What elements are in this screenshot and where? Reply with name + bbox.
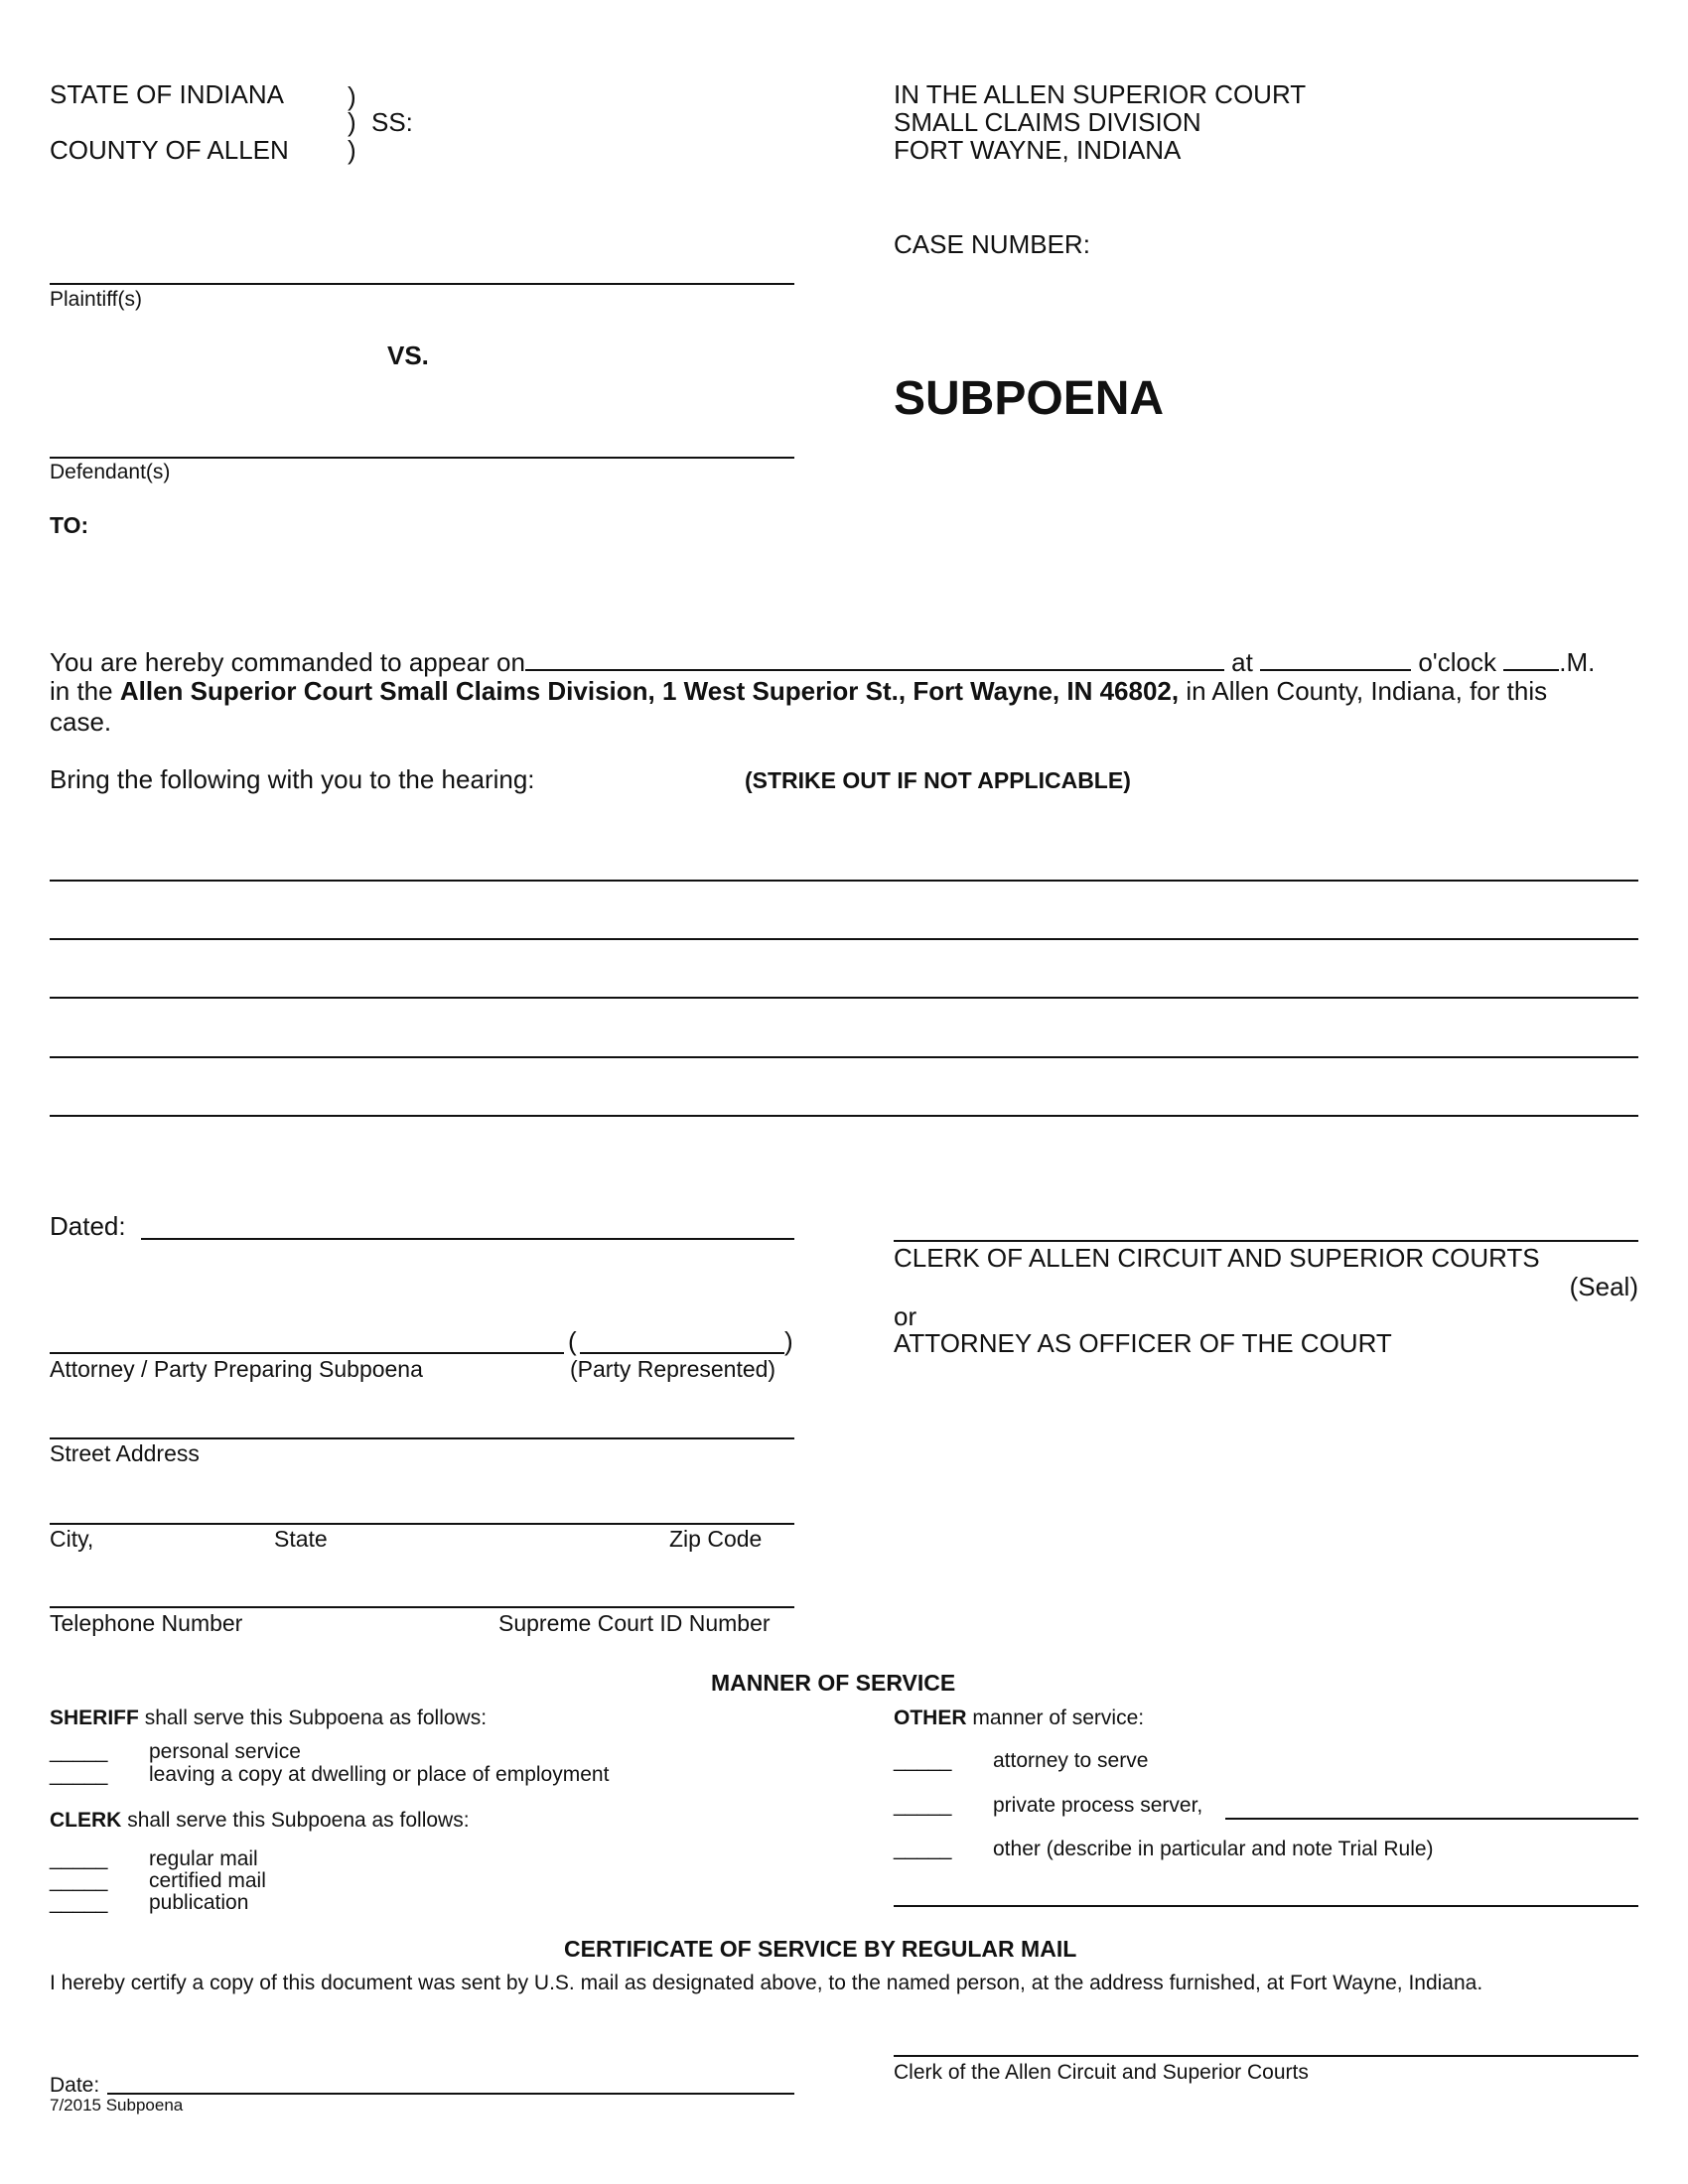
bring-line-1[interactable] (50, 880, 1638, 882)
other-describe-line[interactable] (894, 1905, 1638, 1907)
court-line-1: IN THE ALLEN SUPERIOR COURT (894, 79, 1307, 109)
telephone-line[interactable] (50, 1606, 794, 1608)
bring-line-2[interactable] (50, 938, 1638, 940)
clerk-label: CLERK OF ALLEN CIRCUIT AND SUPERIOR COURTS (894, 1243, 1540, 1273)
clerk-option-publication: publication (149, 1891, 249, 1914)
paren-1: ) (348, 81, 356, 111)
street-label: Street Address (50, 1440, 200, 1466)
attorney-line[interactable] (50, 1352, 564, 1354)
command-text: You are hereby commanded to appear on (50, 647, 525, 677)
appear-date-blank[interactable] (525, 647, 1224, 671)
command-line-3: case. (50, 707, 112, 737)
defendant-line[interactable] (50, 457, 794, 459)
plaintiff-label: Plaintiff(s) (50, 288, 142, 311)
county-label: COUNTY OF ALLEN (50, 135, 289, 165)
to-label: TO: (50, 512, 89, 538)
case-number-label: CASE NUMBER: (894, 229, 1090, 259)
court-address: Allen Superior Court Small Claims Division, 1 West Superior St., Fort Wayne, IN 46802, (119, 676, 1180, 706)
city-label: City, (50, 1526, 94, 1552)
at-label: at (1231, 647, 1253, 677)
party-represented-label: (Party Represented) (570, 1356, 776, 1382)
other-text: manner of service: (972, 1706, 1145, 1729)
sheriff-blank-1[interactable]: _____ (50, 1740, 108, 1763)
clerk-service-text: shall serve this Subpoena as follows: (127, 1809, 470, 1832)
ss-label: SS: (371, 107, 413, 137)
other-blank-3[interactable]: _____ (894, 1838, 952, 1860)
strike-note: (STRIKE OUT IF NOT APPLICABLE) (745, 767, 1131, 793)
clerk-blank-3[interactable]: _____ (50, 1891, 108, 1914)
clerk-certificate-label: Clerk of the Allen Circuit and Superior Courts (894, 2061, 1309, 2084)
in-the-label: in the (50, 676, 113, 706)
seal-label: (Seal) (1569, 1272, 1638, 1301)
clerk-certificate-line[interactable] (894, 2055, 1638, 2057)
paren-2: ) (348, 107, 356, 137)
attorney-label: Attorney / Party Preparing Subpoena (50, 1356, 423, 1382)
bring-line-3[interactable] (50, 997, 1638, 999)
sheriff-text: shall serve this Subpoena as follows: (144, 1706, 488, 1729)
paren-3: ) (348, 135, 356, 165)
sheriff-option-personal: personal service (149, 1740, 301, 1763)
clerk-heading (50, 1810, 470, 1831)
certificate-text: I hereby certify a copy of this document was sent by U.S. mail as designated above, to the named person, at the address furnished, at Fort Wayne, Indiana. (50, 1972, 1483, 1994)
state-field-label: State (274, 1526, 328, 1552)
state-label: STATE OF INDIANA (50, 79, 284, 109)
city-line[interactable] (50, 1523, 794, 1525)
court-line-2: SMALL CLAIMS DIVISION (894, 107, 1201, 137)
certificate-date-label: Date: (50, 2074, 100, 2097)
page-title: SUBPOENA (894, 372, 1165, 425)
vs-label: VS. (387, 341, 429, 370)
other-blank-2[interactable]: _____ (894, 1794, 952, 1817)
footer-text: 7/2015 Subpoena (50, 2096, 184, 2115)
clerk-service-label: CLERK (50, 1809, 122, 1832)
party-paren-open: ( (568, 1326, 577, 1356)
clerk-blank-1[interactable]: _____ (50, 1847, 108, 1870)
clerk-option-certified: certified mail (149, 1869, 266, 1892)
court-line-3: FORT WAYNE, INDIANA (894, 135, 1182, 165)
clerk-signature-line[interactable] (894, 1240, 1638, 1242)
m-label: .M. (1559, 647, 1596, 677)
clerk-option-regular: regular mail (149, 1847, 258, 1870)
sheriff-label: SHERIFF (50, 1706, 139, 1729)
certificate-date-line[interactable] (107, 2093, 794, 2095)
sheriff-heading (50, 1707, 487, 1728)
plaintiff-line[interactable] (50, 283, 794, 285)
bring-label: Bring the following with you to the hearing: (50, 764, 535, 794)
service-heading: MANNER OF SERVICE (711, 1670, 956, 1696)
or-label: or (894, 1301, 917, 1331)
sheriff-blank-2[interactable]: _____ (50, 1763, 108, 1786)
appear-time-blank[interactable] (1260, 647, 1411, 671)
command-line-1 (50, 647, 1595, 675)
dated-line[interactable] (141, 1238, 794, 1240)
telephone-label: Telephone Number (50, 1610, 243, 1636)
other-label: OTHER (894, 1706, 967, 1729)
am-pm-blank[interactable] (1503, 647, 1559, 671)
sheriff-option-leaving: leaving a copy at dwelling or place of employment (149, 1763, 610, 1786)
bring-line-4[interactable] (50, 1056, 1638, 1058)
clerk-blank-2[interactable]: _____ (50, 1869, 108, 1892)
defendant-label: Defendant(s) (50, 461, 171, 483)
other-option-describe: other (describe in particular and note Trial Rule) (993, 1838, 1434, 1860)
certificate-heading: CERTIFICATE OF SERVICE BY REGULAR MAIL (564, 1936, 1077, 1962)
street-line[interactable] (50, 1437, 794, 1439)
other-heading (894, 1707, 1144, 1728)
oclock-label: o'clock (1418, 647, 1496, 677)
supreme-court-id-label: Supreme Court ID Number (498, 1610, 771, 1636)
process-server-line[interactable] (1225, 1818, 1638, 1820)
bring-line-5[interactable] (50, 1115, 1638, 1117)
other-blank-1[interactable]: _____ (894, 1749, 952, 1772)
zip-label: Zip Code (669, 1526, 763, 1552)
party-paren-close: ) (784, 1326, 793, 1356)
dated-label: Dated: (50, 1211, 126, 1241)
other-option-process-server: private process server, (993, 1794, 1203, 1817)
command-line-2 (50, 678, 1547, 704)
county-text: in Allen County, Indiana, for this (1186, 676, 1548, 706)
other-option-attorney: attorney to serve (993, 1749, 1149, 1772)
party-represented-line[interactable] (580, 1352, 784, 1354)
attorney-officer-label: ATTORNEY AS OFFICER OF THE COURT (894, 1328, 1392, 1358)
